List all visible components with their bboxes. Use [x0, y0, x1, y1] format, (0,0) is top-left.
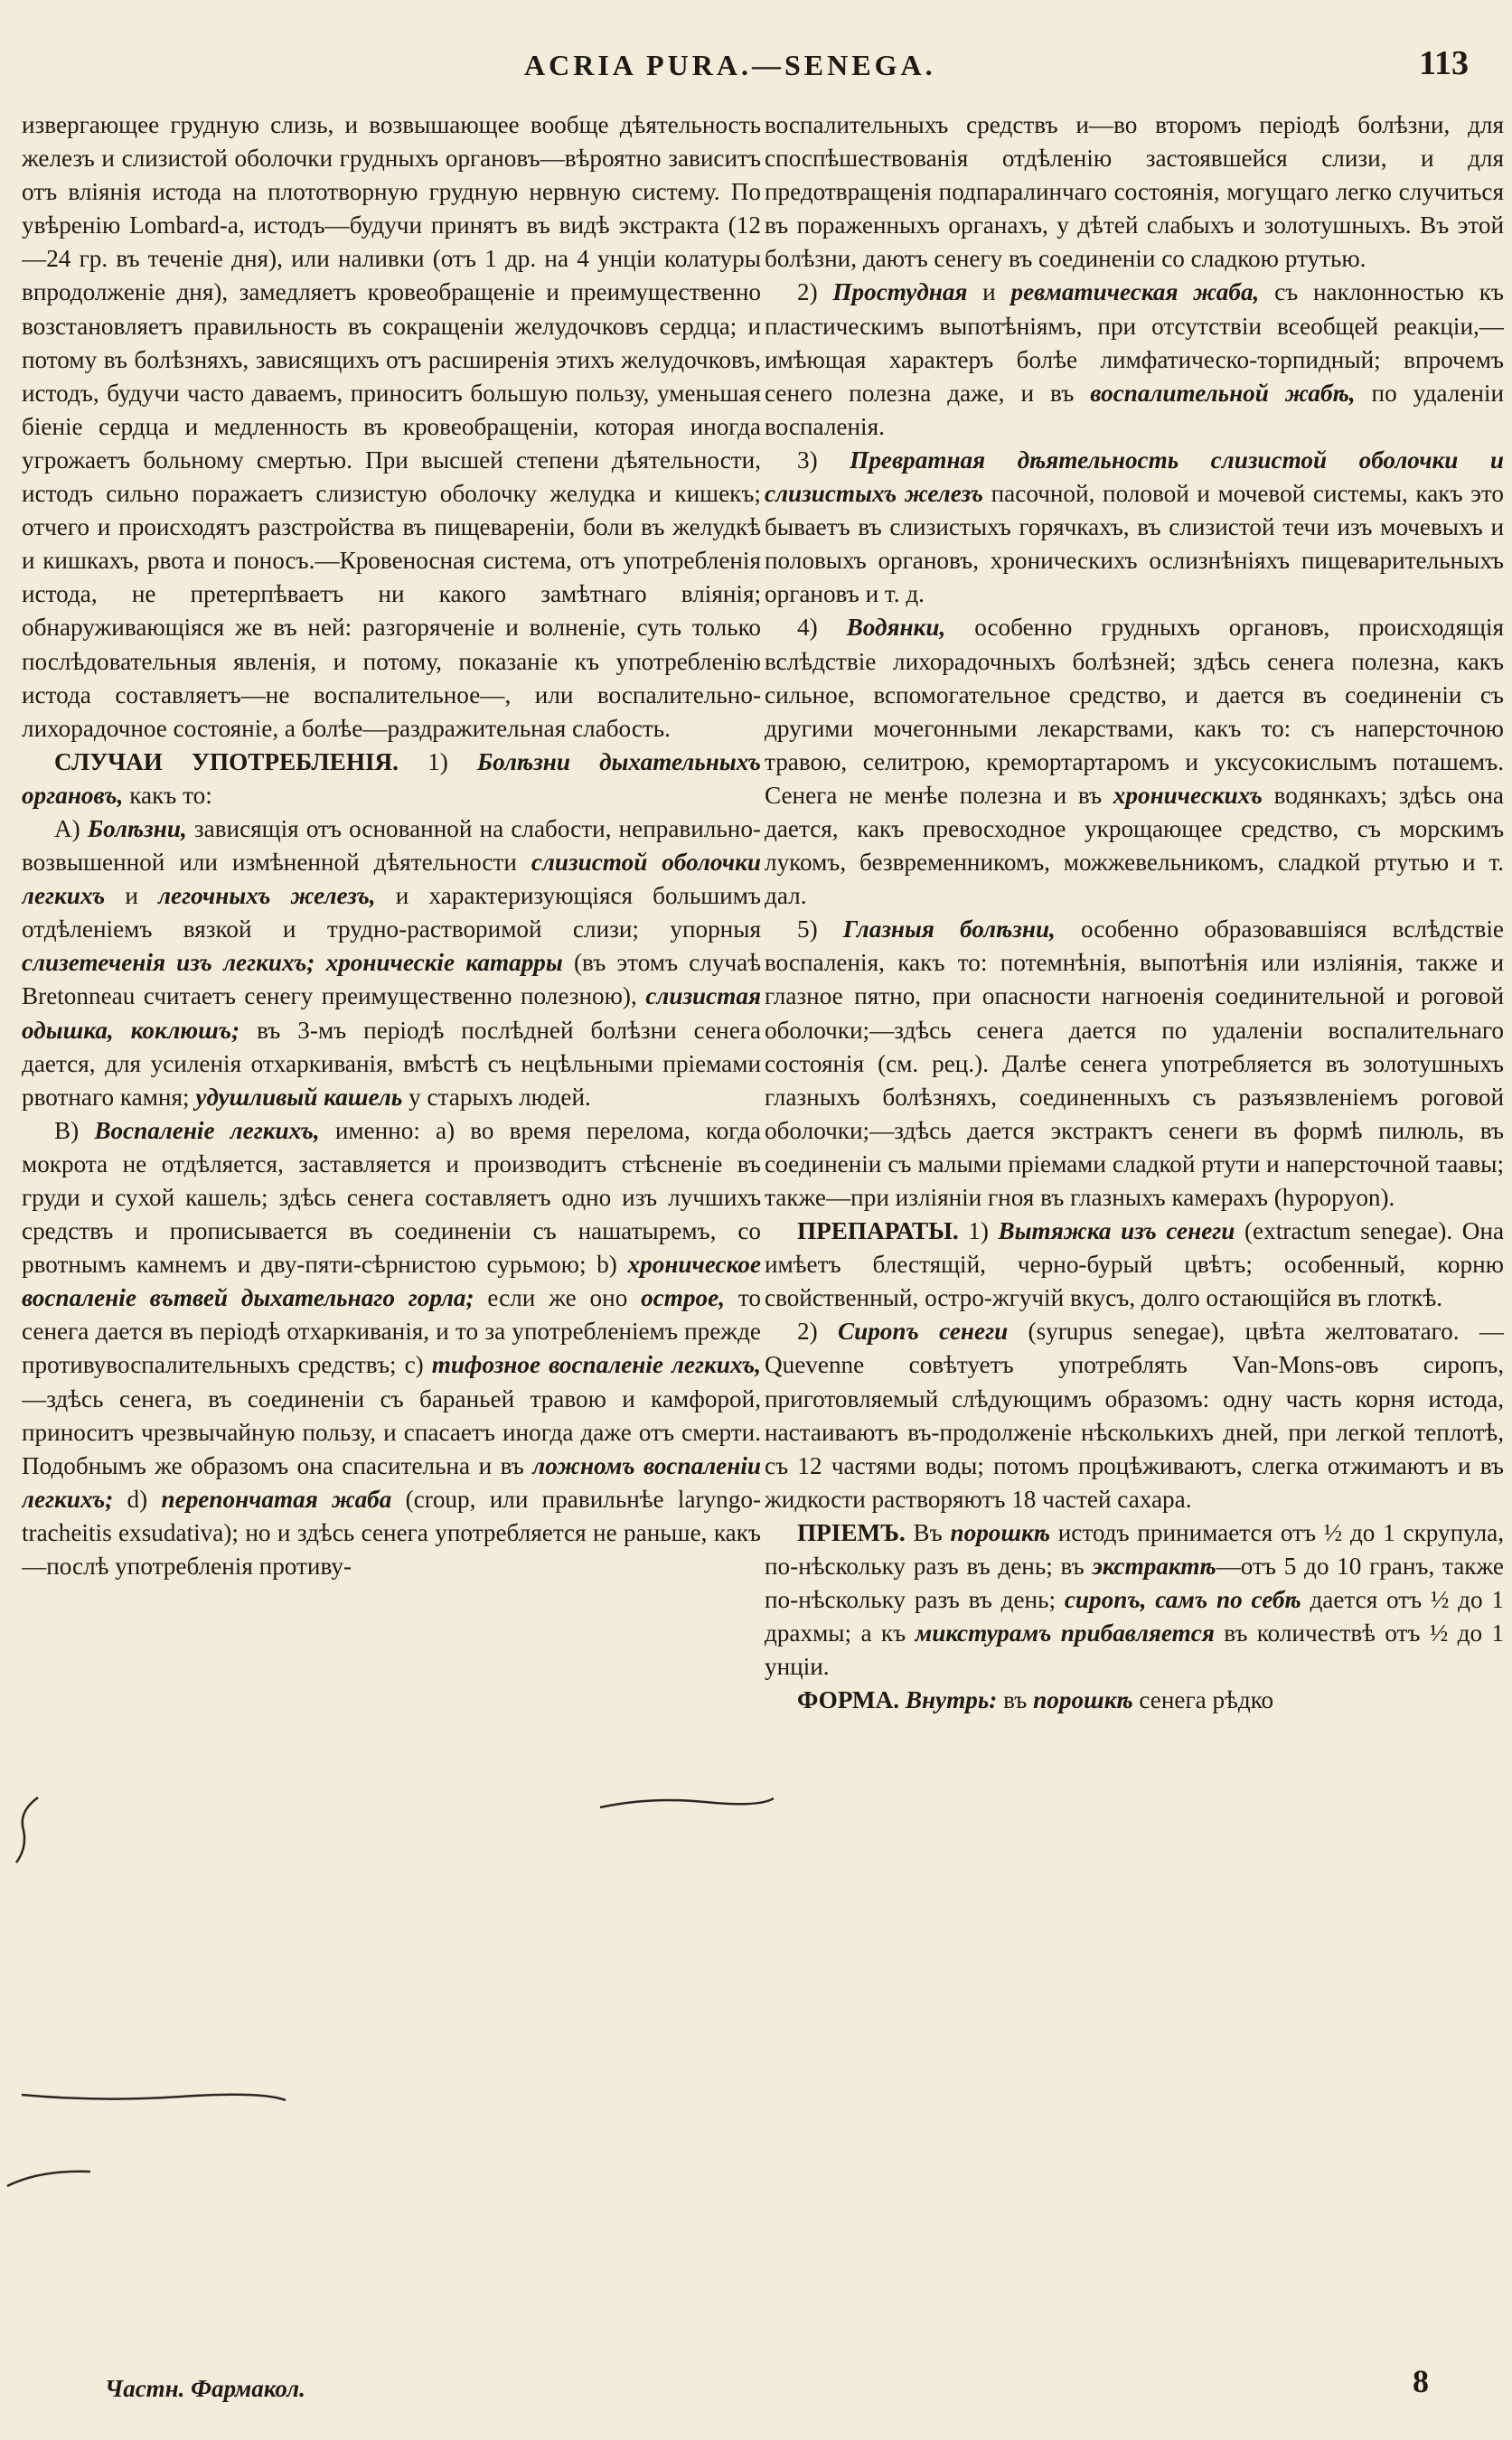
- page-footer: [0, 2363, 1512, 2411]
- emphasis-run: легочныхъ железъ,: [158, 882, 376, 910]
- emphasis-run: Глазныя болѣзни,: [842, 915, 1056, 943]
- item-label: 4): [797, 614, 847, 642]
- paragraph-item-5: [765, 913, 1504, 1215]
- emphasis-run: тифозное воспаленіе легкихъ,: [431, 1351, 761, 1379]
- emphasis-run: ложномъ воспаленіи легкихъ;: [22, 1451, 761, 1513]
- paragraph-item-4: [765, 611, 1504, 913]
- text-run: —здѣсь сенега, въ соединеніи съ бараньей травою и камфорой, приноситъ чрезвычайную пользу, и спасаетъ иногда даже отъ смерти. Подобнымъ же образомъ она спасительна и въ: [22, 1384, 761, 1479]
- text-run: у старыхъ людей.: [402, 1083, 591, 1111]
- text-run: 1): [398, 747, 477, 775]
- paragraph-continuation: воспалительныхъ средствъ и—во второмъ періодѣ болѣзни, для споспѣшествованія отдѣленію застоявшейся слизи, и для предотвращенія подпаралинчаго состоянія, могущаго легко случиться въ пораженныхъ органахъ, у дѣтей слабыхъ и золотушныхъ. Въ этой болѣзни, даютъ сенегу въ соединеніи со сладкою ртутью.: [765, 111, 1504, 273]
- running-head: ACRIA PURA.—SENEGA.: [524, 49, 936, 81]
- emphasis-run: Болѣзни,: [87, 814, 187, 842]
- emphasis-run: ревматическая жаба,: [1010, 278, 1260, 306]
- text-run: [315, 949, 325, 976]
- text-run: 1): [958, 1217, 999, 1245]
- text-run: то сенега дается въ періодѣ отхаркиванія, и то за употребленіемъ прежде противувоспалительныхъ средствъ; c): [22, 1284, 761, 1379]
- text-run: (croup, или правильнѣе laryngo-tracheitis exsudativa); но и здѣсь сенега употребляется не раньше, какъ—послѣ употребленія противу-: [22, 1485, 761, 1581]
- text-run: въ 3-мъ періодѣ послѣдней болѣзни сенега дается, для усиленія отхаркиванія, вмѣстѣ съ нецѣльными пріемами рвотнаго камня;: [22, 1016, 761, 1111]
- item-label: А): [54, 814, 88, 842]
- text-run: и: [967, 278, 1011, 306]
- emphasis-run: слизистая одышка, коклюшъ;: [22, 982, 761, 1044]
- emphasis-run: порошкѣ: [950, 1518, 1050, 1546]
- section-heading-dose: ПРІЕМЪ.: [797, 1518, 906, 1546]
- paragraph-continuation: извергающее грудную слизь, и возвышающее вообще дѣятельность железъ и слизистой оболочки грудныхъ органовъ—вѣроятно зависитъ отъ вліянія истода на плототворную грудную нервную систему. По увѣренію Lombard-а, истодъ—будучи принятъ въ видѣ экстракта (12—24 гр. въ теченіе дня), или наливки (отъ 1 др. на 4 унціи колатуры впродолженіе дня), замедляетъ кровеобращеніе и преимущественно возстановляетъ правильность въ сокращеніи желудочковъ сердца; и потому въ болѣзняхъ, зависящихъ отъ расширенія этихъ желудочковъ, истодъ, будучи часто даваемъ, приноситъ большую пользу, уменьшая біеніе сердца и медленность въ кровеобращеніи, которая иногда угрожаетъ больному смертью. При высшей степени дѣятельности, истодъ сильно поражаетъ слизистую оболочку желудка и кишекъ; отчего и происходятъ разстройства въ пищевареніи, боли въ желудкѣ и кишкахъ, рвота и поносъ.—Кровеносная система, отъ употребленія истода, не претерпѣваетъ ни какого замѣтнаго вліянія; обнаруживающіяся же въ ней: разгоряченіе и волненіе, суть только послѣдовательныя явленія, и потому, показаніе къ употребленію истода составляетъ—не воспалительное—, или воспалительно-лихорадочное состояніе, а болѣе—раздражительная слабость.: [22, 111, 761, 742]
- footer-note: Частн. Фармакол.: [105, 2375, 305, 2402]
- text-run: (extractum senegae). Она имѣетъ блестящій, черно-бурый цвѣтъ; особенный, корню свойственный, остро-жгучій вкусъ, долго остающійся въ глоткѣ.: [765, 1217, 1504, 1312]
- text-run: —отъ 5 до 10 гранъ, также по-нѣскольку разъ въ день;: [765, 1553, 1504, 1614]
- emphasis-run: хроническое воспаленіе вътвей дыхательнаго горла;: [22, 1251, 761, 1312]
- paragraph-form: [765, 1684, 1504, 1717]
- paragraph-cases: [22, 746, 761, 812]
- item-label: 3): [797, 446, 850, 474]
- text-run: особенно образовавшіяся вслѣдствіе воспаленія, какъ то: потемнѣнія, выпотѣнія или изліянія, также и глазное пятно, при опасности нагноенія соединительной и роговой оболочки;—здѣсь сенега дается по удаленіи воспалительнаго состоянія (см. рец.). Далѣе сенега употребляется въ золотушныхъ глазныхъ болѣзняхъ, соединенныхъ съ разъязвленіемъ роговой оболочки;—здѣсь дается экстрактъ сенеги въ формѣ пилюль, въ соединеніи съ малыми пріемами сладкой ртути и наперсточной таавы; также—при изліяніи гноя въ глазныхъ камерахъ (hypopyon).: [765, 915, 1504, 1211]
- paragraph-b: [22, 1114, 761, 1583]
- emphasis-run: острое,: [641, 1284, 726, 1312]
- text-run: какъ то:: [123, 781, 212, 809]
- item-label: 2): [797, 278, 833, 306]
- item-label: В): [54, 1116, 95, 1144]
- text-run: если же оно: [474, 1284, 642, 1312]
- paragraph-a: [22, 812, 761, 1114]
- emphasis-run: хроническіе катарры: [325, 949, 563, 977]
- text-run: въ количествѣ отъ ½ до 1 унціи.: [765, 1619, 1504, 1681]
- paragraph-syrup: [765, 1315, 1504, 1516]
- paragraph-preparations: [765, 1215, 1504, 1315]
- emphasis-run: перепончатая жаба: [161, 1485, 392, 1513]
- text-run: (въ этомъ случаѣ Bretonneau считаетъ сенегу преимущественно полезною),: [22, 949, 761, 1010]
- item-label: 2): [797, 1318, 838, 1346]
- signature-mark: 8: [1413, 2363, 1429, 2399]
- emphasis-run: Водянки,: [846, 614, 946, 642]
- text-run: именно: a) во время перелома, когда мокрота не отдѣляется, заставляется и производитъ стѣсненіе въ груди и сухой кашель; здѣсь сенега составляетъ одно изъ лучшихъ средствъ и прописывается въ соединеніи съ нашатыремъ, со рвотнымъ камнемъ и дву-пяти-сѣрнистою сурьмою; b): [22, 1116, 761, 1279]
- emphasis-run: Внутрь:: [905, 1686, 998, 1714]
- emphasis-run: микстурамъ прибавляется: [915, 1619, 1215, 1647]
- text-run: съ наклонностью къ пластическимъ выпотѣніямъ, при отсутствіи всеобщей реакціи,—имѣющая характеръ болѣе лимфатическо-торпидный; впрочемъ сенего полезна даже, и въ: [765, 278, 1504, 407]
- paragraph-item-3: [765, 444, 1504, 611]
- emphasis-run: порошкѣ: [1033, 1686, 1133, 1714]
- emphasis-run: удушливый кашель: [195, 1083, 403, 1111]
- text-run: Въ: [905, 1518, 951, 1546]
- text-run: зависящія отъ основанной на слабости, неправильно-возвышенной или измѣненной дѣятельности: [22, 814, 761, 877]
- emphasis-run: Простудная: [832, 278, 968, 306]
- emphasis-run: воспалительной жабѣ,: [1090, 379, 1356, 407]
- text-run: пасочной, половой и мочевой системы, какъ это бываетъ въ слизистыхъ горячкахъ, въ слизистой течи изъ мочевыхъ и половыхъ органовъ, хроническихъ ослизнѣніяхъ пищеварительныхъ органовъ и т. д.: [765, 480, 1504, 608]
- page-number: 113: [1419, 44, 1469, 82]
- paragraph-item-2: [765, 276, 1504, 443]
- emphasis-run: экстрактѣ: [1092, 1553, 1216, 1581]
- emphasis-run: Воспаленіе легкихъ,: [94, 1116, 320, 1144]
- emphasis-run: Сиропъ сенеги: [837, 1318, 1009, 1346]
- emphasis-run: слизетеченія изъ легкихъ;: [22, 949, 315, 977]
- text-run: сенега рѣдко: [1132, 1686, 1274, 1714]
- right-column: [765, 108, 1504, 2368]
- text-run: въ: [997, 1686, 1034, 1714]
- emphasis-run: Превратная дѣятельность слизистой оболочки и слизистыхъ железъ: [765, 446, 1504, 508]
- text-run: истодъ принимается отъ ½ до 1 скрупула, по-нѣскольку разъ въ день; въ: [765, 1518, 1504, 1581]
- emphasis-run: Болѣзни дыхательныхъ органовъ,: [22, 747, 761, 809]
- emphasis-run: слизистой оболочки легкихъ: [22, 849, 761, 910]
- text-run: d): [113, 1485, 162, 1513]
- text-run: дается отъ ½ до 1 драхмы; а къ: [765, 1586, 1504, 1647]
- text-run: и характеризующіяся большимъ отдѣленіемъ вязкой и трудно-растворимой слизи; упорныя: [22, 882, 761, 943]
- text-run: особенно грудныхъ органовъ, происходящія вслѣдствіе лихорадочныхъ болѣзней; здѣсь сенега полезна, какъ сильное, вспомогательное средство, и дается въ соединеніи съ другими мочегонными лекарствами, какъ то: съ наперсточною травою, селитрою, кремортартаромъ и уксусокислымъ поташемъ. Сенега не менѣе полезна и въ: [765, 614, 1504, 809]
- left-column: [22, 108, 761, 2368]
- text-run: по удаленіи воспаленія.: [765, 379, 1504, 440]
- text-run: [899, 1686, 906, 1713]
- paragraph-dose: [765, 1516, 1504, 1684]
- item-label: 5): [797, 915, 843, 943]
- page-header: [0, 42, 1512, 92]
- section-heading-cases: СЛУЧАИ УПОТРЕБЛЕНІЯ.: [54, 747, 399, 775]
- text-run: и: [105, 882, 159, 910]
- emphasis-run: сиропъ, самъ по себѣ: [1064, 1586, 1301, 1614]
- text-run: водянкахъ; здѣсь она дается, какъ превосходное укрощающее средство, съ морскимъ лукомъ, безвременникомъ, можжевельникомъ, сладкой ртутью и т. дал.: [765, 781, 1504, 910]
- emphasis-run: хроническихъ: [1113, 781, 1263, 809]
- section-heading-preparations: ПРЕПАРАТЫ.: [797, 1217, 959, 1245]
- emphasis-run: Вытяжка изъ сенеги: [998, 1217, 1235, 1245]
- text-run: (syrupus senegae), цвѣта желтоватаго. — Quevenne совѣтуетъ употреблять Van-Mons-овъ сиропъ, приготовляемый слѣдующимъ образомъ: одну часть корня истода, настаиваютъ въ-продолженіе нѣсколькихъ дней, при легкой теплотѣ, съ 12 частями воды; потомъ процѣживаютъ, слегка отжимаютъ и въ жидкости растворяютъ 18 частей сахара.: [765, 1318, 1504, 1513]
- section-heading-form: ФОРМА.: [797, 1686, 900, 1714]
